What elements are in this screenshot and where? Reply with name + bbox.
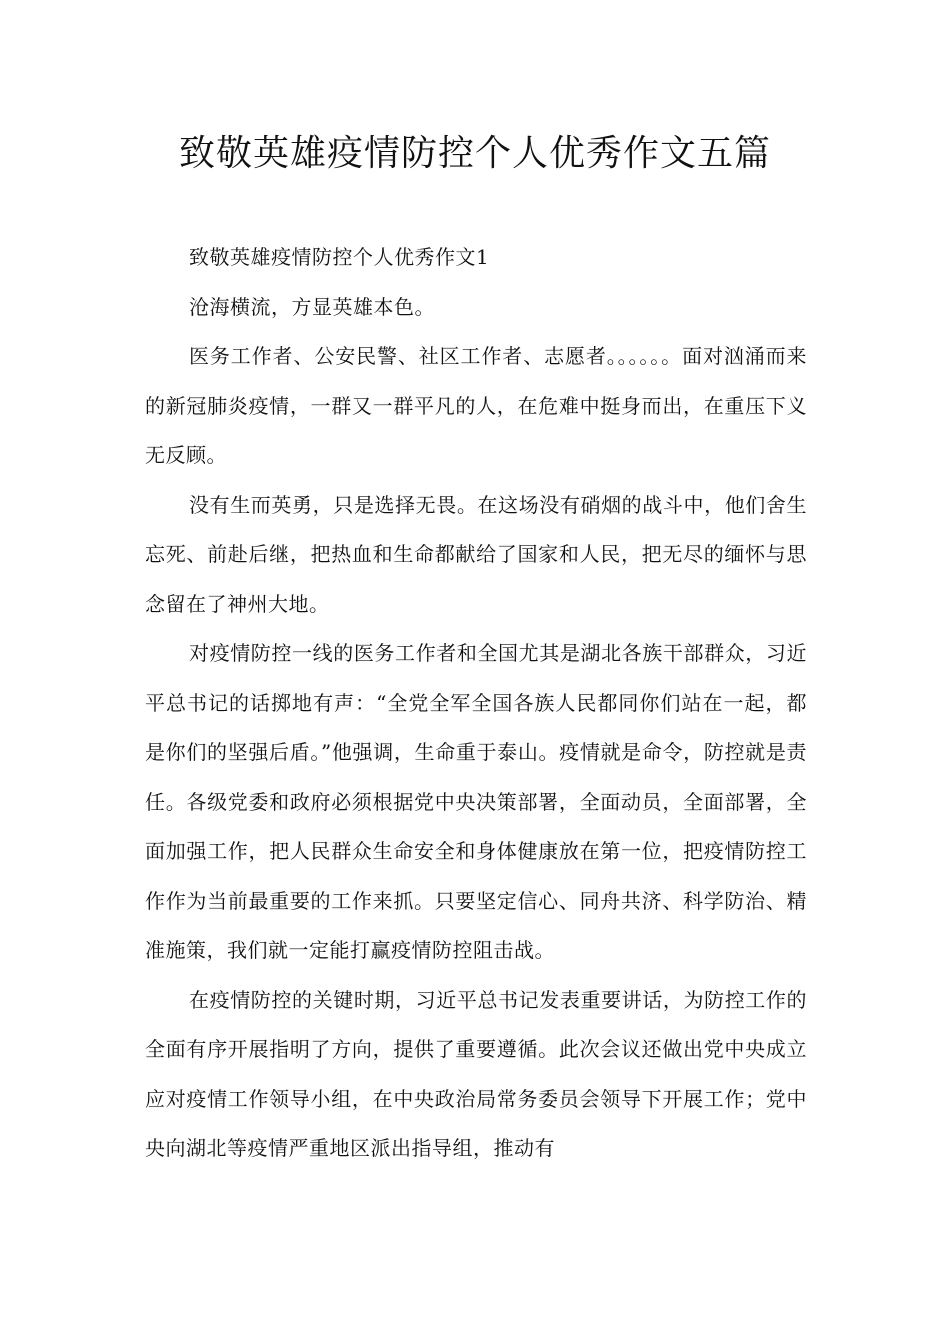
paragraph: 没有生而英勇，只是选择无畏。在这场没有硝烟的战斗中，他们舍生忘死、前赴后继，把热血和生命都献给了国家和人民，把无尽的缅怀与思念留在了神州大地。 <box>145 492 807 616</box>
document-body <box>145 233 807 1174</box>
document-title: 致敬英雄疫情防控个人优秀作文五篇 <box>178 133 771 174</box>
paragraph: 医务工作者、公安民警、社区工作者、志愿者。。。。。。面对汹涌而来的新冠肺炎疫情，一群又一群平凡的人，在危难中挺身而出，在重压下义无反顾。 <box>145 344 807 467</box>
paragraph: 对疫情防控一线的医务工作者和全国尤其是湖北各族干部群众，习近平总书记的话掷地有声：“全党全军全国各族人民都同你们站在一起，都是你们的坚强后盾。”他强调，生命重于泰山。疫情就是命令，防控就是责任。各级党委和政府必须根据党中央决策部署，全面动员，全面部署，全面加强工作，把人民群众生命安全和身体健康放在第一位，把疫情防控工作作为当前最重要的工作来抓。只要坚定信心、同舟共济、科学防治、精准施策，我们就一定能打赢疫情防控阻击战。 <box>145 641 807 962</box>
paragraph: 沧海横流，方显英雄本色。 <box>189 294 435 319</box>
paragraph: 在疫情防控的关键时期，习近平总书记发表重要讲话，为防控工作的全面有序开展指明了方向，提供了重要遵循。此次会议还做出党中央成立应对疫情工作领导小组，在中央政治局常务委员会领导下开展工作；党中央向湖北等疫情严重地区派出指导组，推动有 <box>145 987 807 1160</box>
section-heading: 致敬英雄疫情防控个人优秀作文1 <box>189 245 490 269</box>
